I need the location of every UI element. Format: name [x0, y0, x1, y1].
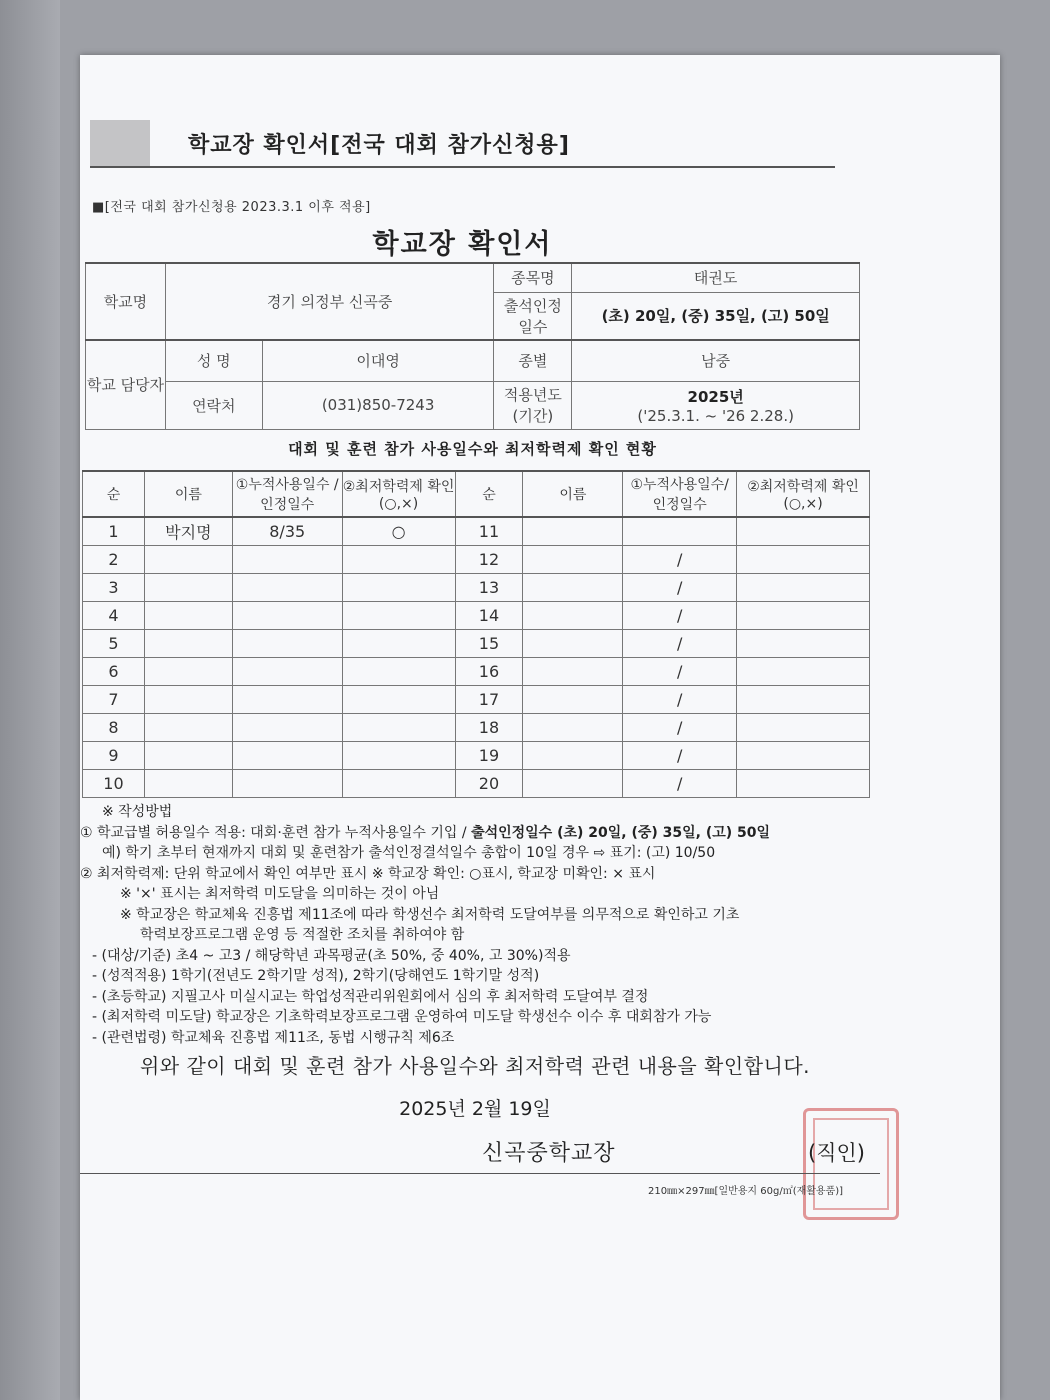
cell-no-right: 12: [455, 546, 523, 574]
banner-rule: [90, 166, 835, 168]
attendance-label: 출석인정 일수: [494, 292, 572, 340]
cell-days: [232, 546, 342, 574]
confirmation-statement: 위와 같이 대회 및 훈련 참가 사용일수와 최저학력 관련 내용을 확인합니다.: [139, 1054, 811, 1078]
cell-academic-right: [737, 517, 870, 546]
note-2-sub-1: ※ '×' 표시는 최저학력 미도달을 의미하는 것이 아님: [120, 886, 440, 902]
table-row: [83, 714, 870, 742]
cell-academic-right: [737, 630, 870, 658]
year-cell: [572, 381, 860, 429]
header-days-right: ①누적사용일수/ 인정일수: [623, 471, 737, 517]
note-2: ② 최저학력제: 단위 학교에서 확인 여부만 표시 ※ 학교장 확인: ○표시, 학교장 미확인: × 표시: [80, 865, 656, 882]
cell-academic: [342, 602, 455, 630]
cell-no-right: 18: [455, 714, 523, 742]
cell-academic: [342, 686, 455, 714]
cell-days-right: /: [623, 714, 737, 742]
cell-days-right: /: [623, 630, 737, 658]
cell-days: [232, 742, 342, 770]
year-value: 2025년: [687, 387, 744, 406]
note-2-sub-2: ※ 학교장은 학교체육 진흥법 제11조에 따라 학생선수 최저학력 도달여부를 의무적으로 확인하고 기초: [120, 906, 740, 923]
event-value: 태권도: [572, 263, 860, 292]
cell-academic-right: [737, 742, 870, 770]
cell-academic: ○: [342, 517, 455, 546]
cell-academic: [342, 742, 455, 770]
note-dash-3: - (초등학교) 지필고사 미실시교는 학업성적관리위원회에서 심의 후 최저학력 도달여부 결정: [92, 988, 649, 1005]
table-row: [83, 602, 870, 630]
cell-academic: [342, 658, 455, 686]
attendance-value: (초) 20일, (중) 35일, (고) 50일: [572, 292, 860, 340]
cell-name-right: [523, 574, 623, 602]
cell-name: [144, 574, 232, 602]
note-1-prefix: ① 학교급별 허용일수 적용: 대회·훈련 참가 누적사용일수 기입 /: [80, 824, 472, 841]
applicability-notice: ■[전국 대회 참가신청용 2023.3.1 이후 적용]: [92, 200, 371, 215]
header-name: 이름: [144, 471, 232, 517]
cell-name-right: [523, 658, 623, 686]
gender-label: 종별: [494, 340, 572, 381]
manager-label: 학교 담당자: [86, 340, 166, 429]
cell-name-right: [523, 686, 623, 714]
cell-days-right: /: [623, 742, 737, 770]
school-name: 경기 의정부 신곡중: [165, 263, 494, 340]
note-dash-4: - (최저학력 미도달) 학교장은 기초학력보장프로그램 운영하여 미도달 학생선수 이수 후 대회참가 가능: [92, 1009, 712, 1025]
cell-days-right: /: [623, 686, 737, 714]
cell-no-right: 19: [455, 742, 523, 770]
cell-academic-right: [737, 602, 870, 630]
cell-name-right: [523, 742, 623, 770]
cell-academic-right: [737, 546, 870, 574]
cell-name: [144, 602, 232, 630]
cell-no: 5: [83, 630, 145, 658]
cell-name: [144, 742, 232, 770]
table-header-row: [83, 471, 870, 517]
cell-no-right: 16: [455, 658, 523, 686]
banner-block: [90, 120, 150, 168]
note-1-example: 예) 학기 초부터 현재까지 대회 및 훈련참가 출석인정결석일수 총합이 10일 경우 ⇨ 표기: (고) 10/50: [102, 845, 716, 861]
school-name-label: 학교명: [86, 263, 166, 340]
cell-name-right: [523, 714, 623, 742]
note-1-bold: 출석인정일수 (초) 20일, (중) 35일, (고) 50일: [471, 824, 771, 841]
table-row: [83, 574, 870, 602]
cell-no: 7: [83, 686, 145, 714]
seal-label: (직인): [808, 1141, 865, 1165]
cell-no-right: 11: [455, 517, 523, 546]
cell-no-right: 13: [455, 574, 523, 602]
cell-no: 10: [83, 770, 145, 798]
cell-days: [232, 770, 342, 798]
cell-days-right: /: [623, 658, 737, 686]
banner: [90, 120, 835, 168]
cell-days: [232, 658, 342, 686]
cell-name: [144, 686, 232, 714]
note-dash-2: - (성적적용) 1학기(전년도 2학기말 성적), 2학기(당해연도 1학기말 성적): [92, 968, 540, 984]
document-title: 학교장 확인서: [372, 229, 553, 260]
cell-days: [232, 574, 342, 602]
cell-academic: [342, 574, 455, 602]
header-days: ①누적사용일수 /인정일수: [232, 471, 342, 517]
issue-date: 2025년 2월 19일: [399, 1098, 551, 1120]
contact-label: 연락처: [165, 381, 262, 429]
cell-no-right: 20: [455, 770, 523, 798]
cell-no: 3: [83, 574, 145, 602]
note-dash-5: - (관련법령) 학교체육 진흥법 제11조, 동법 시행규칙 제6조: [92, 1029, 455, 1046]
cell-academic-right: [737, 686, 870, 714]
manager-name: 이대영: [262, 340, 494, 381]
cell-no: 1: [83, 517, 145, 546]
cell-no: 8: [83, 714, 145, 742]
cell-name: [144, 546, 232, 574]
info-table: [85, 262, 860, 430]
cell-days-right: [623, 517, 737, 546]
cell-name-right: [523, 602, 623, 630]
principal-title: 신곡중학교장: [482, 1141, 616, 1166]
cell-days-right: /: [623, 602, 737, 630]
cell-days: 8/35: [232, 517, 342, 546]
note-1: [80, 823, 880, 844]
cell-academic-right: [737, 714, 870, 742]
note-dash-1: - (대상/기준) 초4 ~ 고3 / 해당학년 과목평균(초 50%, 중 40%, 고 30%)적용: [92, 947, 571, 964]
cell-no: 2: [83, 546, 145, 574]
cell-academic-right: [737, 658, 870, 686]
cell-days-right: /: [623, 574, 737, 602]
table-row: [83, 630, 870, 658]
name-label: 성 명: [165, 340, 262, 381]
cell-academic-right: [737, 770, 870, 798]
cell-academic: [342, 546, 455, 574]
bottom-rule: [80, 1173, 880, 1174]
header-no-right: 순: [455, 471, 523, 517]
table-row: [83, 546, 870, 574]
note-2-sub-2b: 학력보장프로그램 운영 등 적절한 조치를 취하여야 함: [140, 927, 465, 943]
cell-academic-right: [737, 574, 870, 602]
event-label: 종목명: [494, 263, 572, 292]
cell-days: [232, 714, 342, 742]
table-row: [83, 742, 870, 770]
cell-name: 박지명: [144, 517, 232, 546]
cell-days-right: /: [623, 546, 737, 574]
cell-name: [144, 630, 232, 658]
cell-academic: [342, 714, 455, 742]
instructions: [80, 802, 880, 1048]
table-row: [83, 770, 870, 798]
header-academic: ②최저학력제 확인(○,×): [342, 471, 455, 517]
cell-name-right: [523, 630, 623, 658]
cell-days: [232, 686, 342, 714]
section-title: 대회 및 훈련 참가 사용일수와 최저학력제 확인 현황: [288, 440, 657, 458]
cell-no: 4: [83, 602, 145, 630]
cell-name: [144, 658, 232, 686]
header-academic-right: ②최저학력제 확인(○,×): [737, 471, 870, 517]
cell-no: 9: [83, 742, 145, 770]
participation-table: [82, 470, 870, 798]
year-label: 적용년도 (기간): [494, 381, 572, 429]
gender-value: 남중: [572, 340, 860, 381]
cell-name: [144, 770, 232, 798]
table-row: [83, 686, 870, 714]
notes-heading: ※ 작성방법: [102, 804, 173, 820]
cell-no-right: 17: [455, 686, 523, 714]
table-row: [83, 517, 870, 546]
cell-no-right: 15: [455, 630, 523, 658]
banner-title: 학교장 확인서[전국 대회 참가신청용]: [188, 133, 570, 158]
background-edge: [0, 0, 60, 1400]
cell-days: [232, 602, 342, 630]
cell-name-right: [523, 770, 623, 798]
period-value: ('25.3.1. ~ '26 2.28.): [637, 406, 794, 425]
cell-days-right: /: [623, 770, 737, 798]
cell-no-right: 14: [455, 602, 523, 630]
table-row: [83, 658, 870, 686]
cell-name: [144, 714, 232, 742]
paper-spec-footer: 210㎜×297㎜[일반용지 60g/㎡(재활용품)]: [648, 1186, 844, 1197]
cell-no: 6: [83, 658, 145, 686]
cell-days: [232, 630, 342, 658]
header-name-right: 이름: [523, 471, 623, 517]
cell-name-right: [523, 517, 623, 546]
cell-name-right: [523, 546, 623, 574]
cell-academic: [342, 770, 455, 798]
header-no: 순: [83, 471, 145, 517]
cell-academic: [342, 630, 455, 658]
contact-value: (031)850-7243: [262, 381, 494, 429]
